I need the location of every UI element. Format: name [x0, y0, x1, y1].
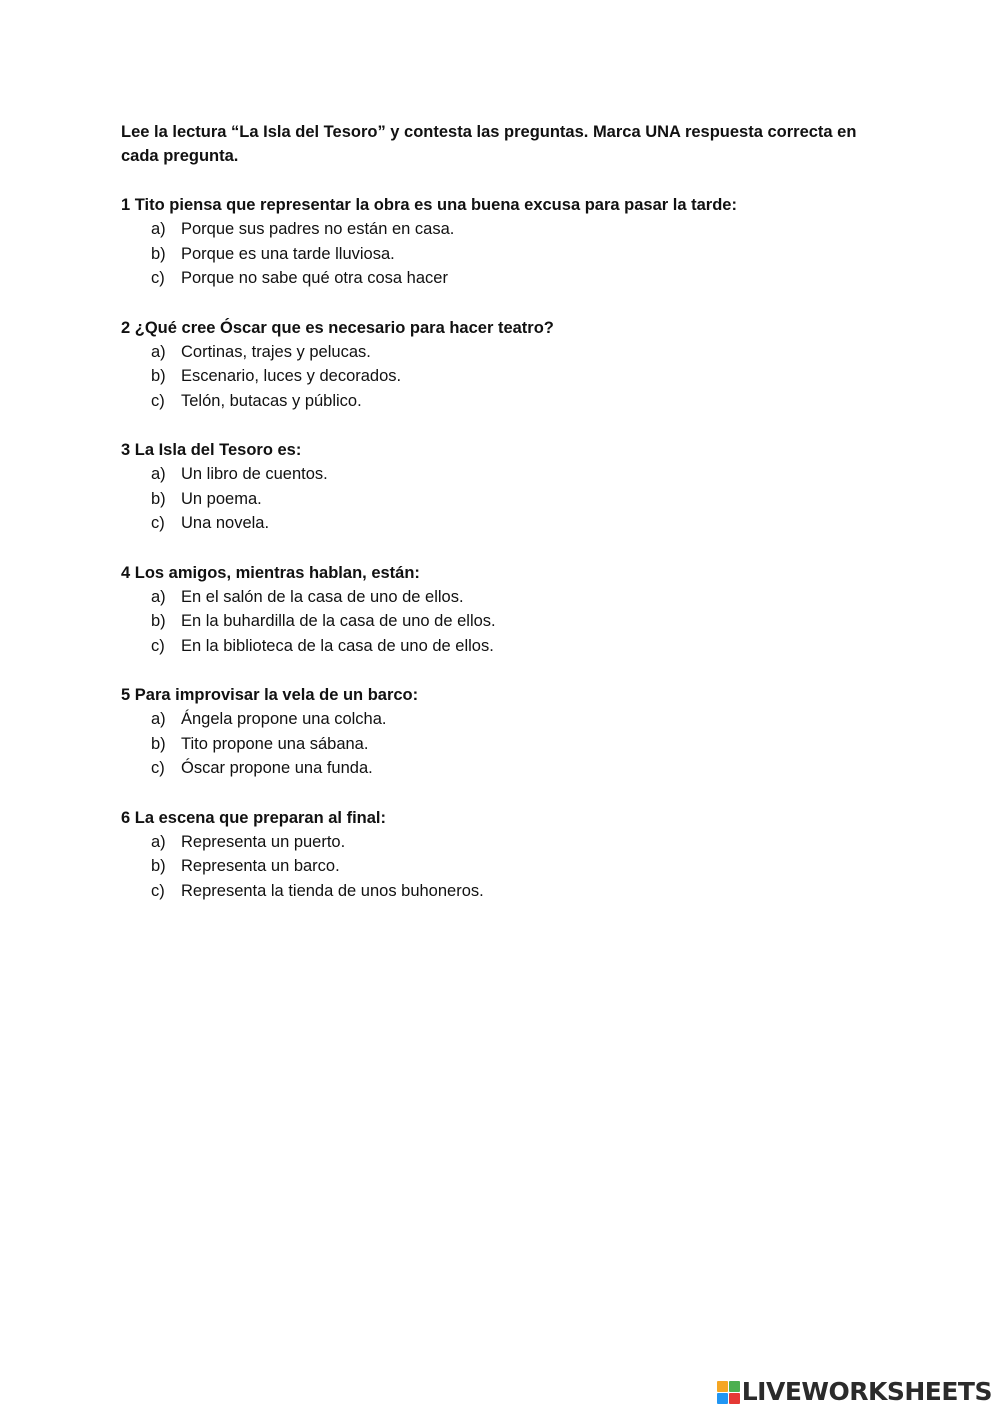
option-c[interactable] — [151, 266, 881, 291]
option-b[interactable] — [151, 242, 881, 267]
question-title: 1 Tito piensa que representar la obra es una buena excusa para pasar la tarde: — [121, 196, 737, 214]
option-c[interactable] — [151, 389, 881, 414]
question-title: 6 La escena que preparan al final: — [121, 808, 387, 827]
option-text: Porque sus padres no están en casa. — [181, 220, 455, 238]
question-3 — [121, 438, 881, 536]
option-list — [121, 462, 881, 536]
question-2 — [121, 316, 881, 414]
option-letter: b) — [151, 367, 166, 385]
question-1 — [121, 193, 881, 291]
question-6 — [121, 806, 881, 904]
logo-mark-cell — [717, 1393, 728, 1404]
logo-mark-cell — [717, 1381, 728, 1392]
option-c[interactable] — [151, 634, 881, 659]
option-list — [121, 830, 881, 904]
option-c[interactable] — [151, 879, 881, 904]
question-4 — [121, 561, 881, 659]
option-list — [121, 340, 881, 414]
question-title: 4 Los amigos, mientras hablan, están: — [121, 563, 420, 582]
option-text: Cortinas, trajes y pelucas. — [181, 342, 371, 361]
question-5 — [121, 683, 881, 781]
question-title: 5 Para improvisar la vela de un barco: — [121, 686, 419, 704]
liveworksheets-logo — [717, 1377, 992, 1407]
option-letter: c) — [151, 759, 165, 777]
option-letter: b) — [151, 489, 166, 508]
option-text: Representa un puerto. — [181, 832, 346, 851]
option-letter: b) — [151, 857, 166, 875]
option-b[interactable] — [151, 732, 881, 757]
option-text: Tito propone una sábana. — [181, 734, 369, 753]
option-text: Escenario, luces y decorados. — [181, 367, 402, 385]
option-text: En la buhardilla de la casa de uno de ellos. — [181, 612, 496, 630]
option-list — [121, 217, 881, 291]
option-text: Óscar propone una funda. — [181, 759, 373, 777]
question-title: 2 ¿Qué cree Óscar que es necesario para hacer teatro? — [121, 318, 554, 337]
option-c[interactable] — [151, 756, 881, 781]
option-b[interactable] — [151, 854, 881, 879]
liveworksheets-mark-icon — [717, 1381, 740, 1404]
logo-mark-cell — [729, 1381, 740, 1392]
option-text: En la biblioteca de la casa de uno de ellos. — [181, 636, 494, 655]
option-text: Porque no sabe qué otra cosa hacer — [181, 269, 448, 287]
option-letter: c) — [151, 881, 165, 900]
option-text: Un libro de cuentos. — [181, 465, 328, 483]
option-letter: a) — [151, 710, 166, 728]
option-letter: a) — [151, 342, 166, 361]
option-b[interactable] — [151, 609, 881, 634]
option-a[interactable] — [151, 830, 881, 855]
option-letter: a) — [151, 587, 166, 606]
logo-text: LIVEWORKSHEETS — [741, 1377, 992, 1406]
option-letter: c) — [151, 636, 165, 655]
option-text: En el salón de la casa de uno de ellos. — [181, 587, 464, 606]
option-letter: b) — [151, 612, 166, 630]
instructions: Lee la lectura “La Isla del Tesoro” y contesta las preguntas. Marca UNA respuesta correcta en cada pregunta. — [121, 123, 857, 165]
worksheet — [121, 120, 881, 903]
option-c[interactable] — [151, 511, 881, 536]
logo-mark-cell — [729, 1393, 740, 1404]
option-letter: b) — [151, 734, 166, 753]
option-letter: b) — [151, 244, 166, 263]
option-a[interactable] — [151, 585, 881, 610]
option-text: Telón, butacas y público. — [181, 391, 362, 410]
option-text: Representa la tienda de unos buhoneros. — [181, 881, 484, 900]
option-b[interactable] — [151, 487, 881, 512]
option-a[interactable] — [151, 462, 881, 487]
option-a[interactable] — [151, 707, 881, 732]
question-title: 3 La Isla del Tesoro es: — [121, 441, 302, 459]
option-b[interactable] — [151, 364, 881, 389]
option-letter: c) — [151, 391, 165, 410]
option-text: Un poema. — [181, 489, 262, 508]
option-letter: a) — [151, 220, 166, 238]
option-letter: a) — [151, 832, 166, 851]
option-letter: a) — [151, 465, 166, 483]
option-text: Ángela propone una colcha. — [181, 710, 387, 728]
option-a[interactable] — [151, 217, 881, 242]
option-text: Una novela. — [181, 514, 270, 532]
option-list — [121, 585, 881, 659]
option-a[interactable] — [151, 340, 881, 365]
option-text: Porque es una tarde lluviosa. — [181, 244, 395, 263]
option-list — [121, 707, 881, 781]
option-letter: c) — [151, 269, 165, 287]
option-text: Representa un barco. — [181, 857, 340, 875]
option-letter: c) — [151, 514, 165, 532]
